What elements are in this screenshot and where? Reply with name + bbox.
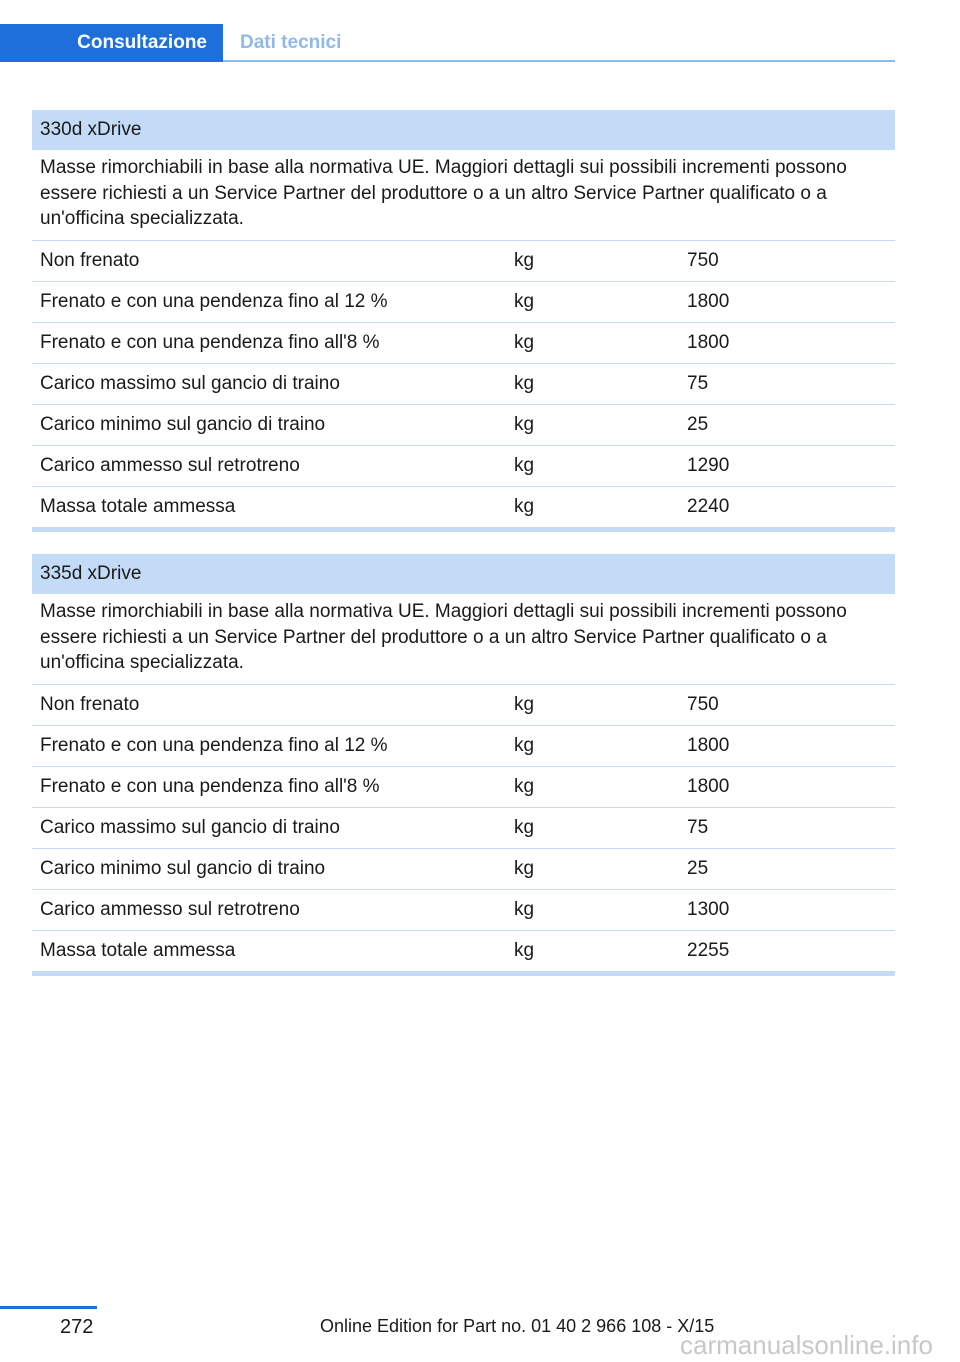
row-label: Non frenato	[40, 693, 140, 715]
row-value: 1800	[687, 734, 730, 756]
table-row	[32, 487, 895, 532]
footer-accent-line	[0, 1306, 97, 1309]
table-row	[32, 890, 895, 931]
row-label: Carico minimo sul gancio di traino	[40, 413, 326, 435]
table-body	[32, 685, 895, 976]
table-row	[32, 726, 895, 767]
table-row	[32, 282, 895, 323]
row-value: 1800	[687, 331, 730, 353]
row-unit: kg	[514, 898, 535, 920]
table-row	[32, 446, 895, 487]
row-value: 750	[687, 693, 719, 715]
table-row	[32, 849, 895, 890]
row-unit: kg	[514, 693, 535, 715]
table-row	[32, 808, 895, 849]
row-value: 75	[687, 372, 709, 394]
row-value: 1300	[687, 898, 730, 920]
watermark: carmanualsonline.info	[680, 1330, 933, 1360]
row-unit: kg	[514, 816, 535, 838]
edition-text: Online Edition for Part no. 01 40 2 966 108 - X/15	[320, 1316, 715, 1336]
row-unit: kg	[514, 372, 535, 394]
header-divider	[223, 60, 895, 62]
row-label: Carico ammesso sul retrotreno	[40, 454, 300, 476]
row-value: 1800	[687, 775, 730, 797]
row-unit: kg	[514, 734, 535, 756]
row-unit: kg	[514, 290, 535, 312]
table-row	[32, 685, 895, 726]
model-title: 330d xDrive	[32, 110, 895, 150]
row-value: 1290	[687, 454, 730, 476]
row-value: 2240	[687, 495, 730, 517]
section-header	[0, 24, 895, 62]
row-value: 1800	[687, 290, 730, 312]
spec-table-330d	[32, 110, 895, 532]
row-label: Frenato e con una pendenza fino all'8 %	[40, 775, 380, 797]
model-title: 335d xDrive	[32, 554, 895, 594]
row-value: 25	[687, 413, 709, 435]
row-unit: kg	[514, 939, 535, 961]
row-value: 750	[687, 249, 719, 271]
row-unit: kg	[514, 331, 535, 353]
row-unit: kg	[514, 454, 535, 476]
row-label: Frenato e con una pendenza fino al 12 %	[40, 290, 388, 312]
row-value: 75	[687, 816, 709, 838]
table-row	[32, 241, 895, 282]
row-label: Non frenato	[40, 249, 140, 271]
tab-consultazione[interactable]: Consultazione	[0, 24, 223, 62]
row-unit: kg	[514, 857, 535, 879]
tab-dati-tecnici[interactable]: Dati tecnici	[240, 32, 342, 53]
row-unit: kg	[514, 775, 535, 797]
table-body	[32, 241, 895, 532]
table-row	[32, 767, 895, 808]
table-row	[32, 405, 895, 446]
page-number: 272	[60, 1316, 94, 1338]
table-row	[32, 364, 895, 405]
row-label: Carico minimo sul gancio di traino	[40, 857, 326, 879]
spec-table-335d	[32, 554, 895, 976]
row-value: 2255	[687, 939, 730, 961]
row-label: Frenato e con una pendenza fino al 12 %	[40, 734, 388, 756]
row-label: Frenato e con una pendenza fino all'8 %	[40, 331, 380, 353]
row-label: Carico ammesso sul retrotreno	[40, 898, 300, 920]
table-row	[32, 323, 895, 364]
table-description: Masse rimorchiabili in base alla normativa UE. Maggiori dettagli sui possibili incrementi possono essere richiesti a un Service Partner del produttore o a un altro Service Partner qualificato o a un'officina specializzata.	[32, 150, 895, 241]
row-label: Carico massimo sul gancio di traino	[40, 816, 340, 838]
row-value: 25	[687, 857, 709, 879]
row-unit: kg	[514, 413, 535, 435]
row-label: Carico massimo sul gancio di traino	[40, 372, 340, 394]
row-unit: kg	[514, 495, 535, 517]
row-label: Massa totale ammessa	[40, 939, 236, 961]
table-description: Masse rimorchiabili in base alla normativa UE. Maggiori dettagli sui possibili incrementi possono essere richiesti a un Service Partner del produttore o a un altro Service Partner qualificato o a un'officina specializzata.	[32, 594, 895, 685]
row-unit: kg	[514, 249, 535, 271]
row-label: Massa totale ammessa	[40, 495, 236, 517]
table-row	[32, 931, 895, 976]
